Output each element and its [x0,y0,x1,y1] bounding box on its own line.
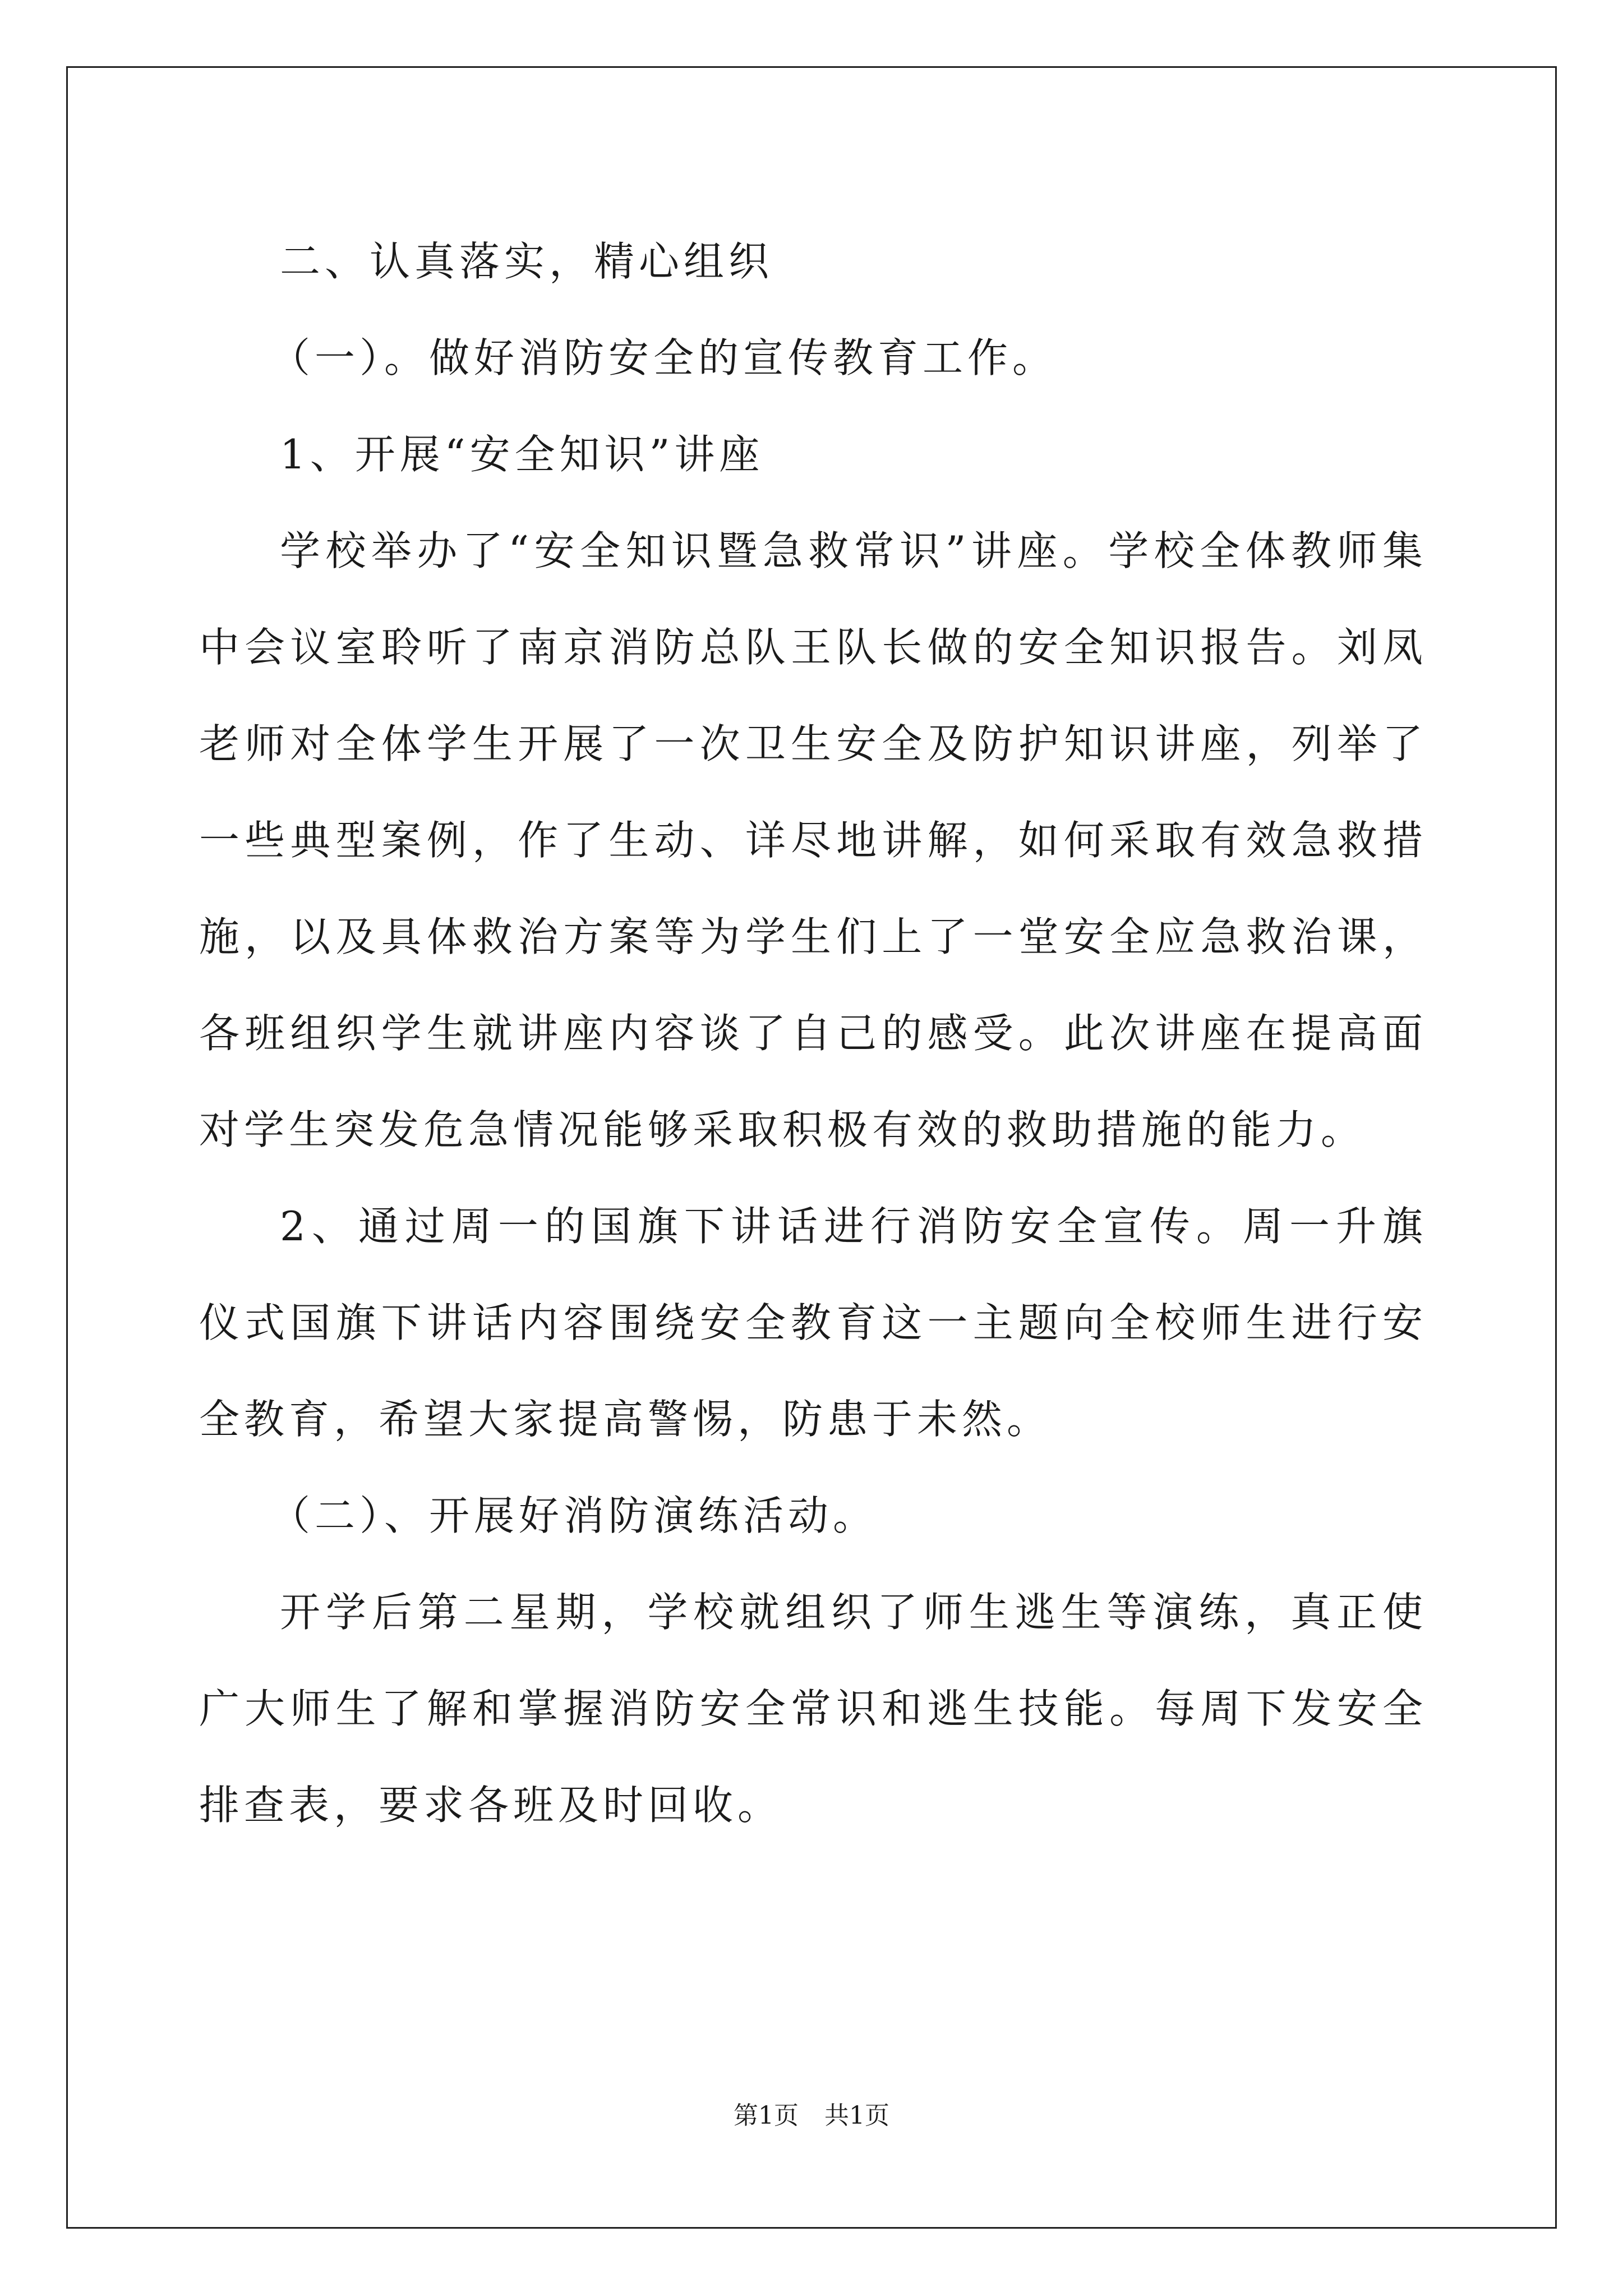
paragraph-flag-speech: 2、通过周一的国旗下讲话进行消防安全宣传。周一升旗仪式国旗下讲话内容围绕安全教育这一主题向全校师生进行安全教育，希望大家提高警惕，防患于未然。 [199,1203,1427,1443]
subsection-heading-1: （一）。做好消防安全的宣传教育工作。 [270,334,1058,381]
subsection-heading-2: （二）、开展好消防演练活动。 [270,1492,878,1539]
paragraph-drill: 开学后第二星期，学校就组织了师生逃生等演练，真正使广大师生了解和掌握消防安全常识和逃生技能。每周下发安全排查表，要求各班及时回收。 [199,1589,1427,1829]
page-number: 第1页 [734,2101,799,2130]
page-total: 共1页 [824,2101,889,2130]
section-heading: 二、认真落实，精心组织 [280,238,774,285]
document-body [199,213,1427,1853]
page-footer [0,2099,1623,2133]
paragraph-lecture: 学校举办了“安全知识暨急救常识”讲座。学校全体教师集中会议室聆听了南京消防总队王队长做的安全知识报告。刘凤老师对全体学生开展了一次卫生安全及防护知识讲座，列举了一些典型案例，作了生动、详尽地讲解，如何采取有效急救措施，以及具体救治方案等为学生们上了一堂安全应急救治课，各班组织学生就讲座内容谈了自己的感受。此次讲座在提高面对学生突发危急情况能够采取积极有效的救助措施的能力。 [199,527,1427,1153]
item-heading-lecture: 1、开展“安全知识”讲座 [280,431,764,478]
